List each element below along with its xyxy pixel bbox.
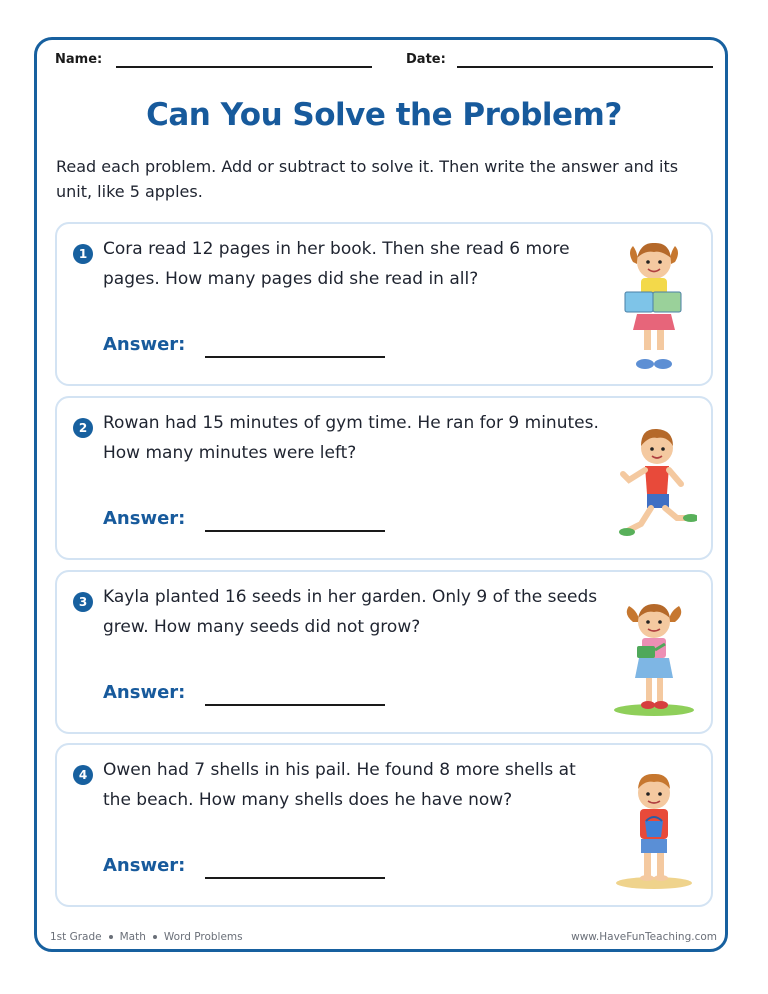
footer-tag: 1st Grade	[50, 931, 102, 943]
footer-website[interactable]: www.HaveFunTeaching.com	[571, 931, 717, 943]
answer-line[interactable]	[205, 530, 385, 532]
instructions: Read each problem. Add or subtract to solve it. Then write the answer and its unit, like 5 apples.	[56, 157, 679, 201]
bullet-icon	[109, 935, 113, 939]
problem-card	[55, 222, 713, 386]
footer-tag: Math	[119, 931, 146, 943]
boy-with-pail-illustration	[611, 755, 697, 895]
answer-line[interactable]	[205, 356, 385, 358]
name-line[interactable]	[116, 66, 372, 68]
page-title: Can You Solve the Problem?	[146, 97, 622, 133]
bullet-icon	[153, 935, 157, 939]
name-label: Name:	[55, 52, 103, 67]
answer-label: Answer:	[103, 508, 186, 529]
problem-number: 2	[73, 418, 93, 438]
girl-reading-illustration	[611, 234, 697, 374]
footer-tags	[50, 931, 243, 943]
problem-text: Rowan had 15 minutes of gym time. He ran for 9 minutes. How many minutes were left?	[103, 413, 599, 463]
problem-card	[55, 743, 713, 907]
answer-label: Answer:	[103, 855, 186, 876]
answer-line[interactable]	[205, 704, 385, 706]
answer-line[interactable]	[205, 877, 385, 879]
boy-running-illustration	[611, 408, 697, 548]
problem-number: 1	[73, 244, 93, 264]
date-label: Date:	[406, 52, 446, 67]
footer-tag: Word Problems	[163, 931, 243, 943]
problem-number: 4	[73, 765, 93, 785]
problem-card	[55, 396, 713, 560]
girl-watering-can-illustration	[611, 582, 697, 722]
answer-label: Answer:	[103, 682, 186, 703]
problem-text: Kayla planted 16 seeds in her garden. Only 9 of the seeds grew. How many seeds did not grow?	[103, 587, 598, 637]
problem-number: 3	[73, 592, 93, 612]
date-line[interactable]	[457, 66, 713, 68]
problem-text: Owen had 7 shells in his pail. He found 8 more shells at the beach. How many shells does he have now?	[103, 760, 576, 810]
problem-text: Cora read 12 pages in her book. Then she read 6 more pages. How many pages did she read in all?	[103, 239, 570, 289]
problem-card	[55, 570, 713, 734]
answer-label: Answer:	[103, 334, 186, 355]
